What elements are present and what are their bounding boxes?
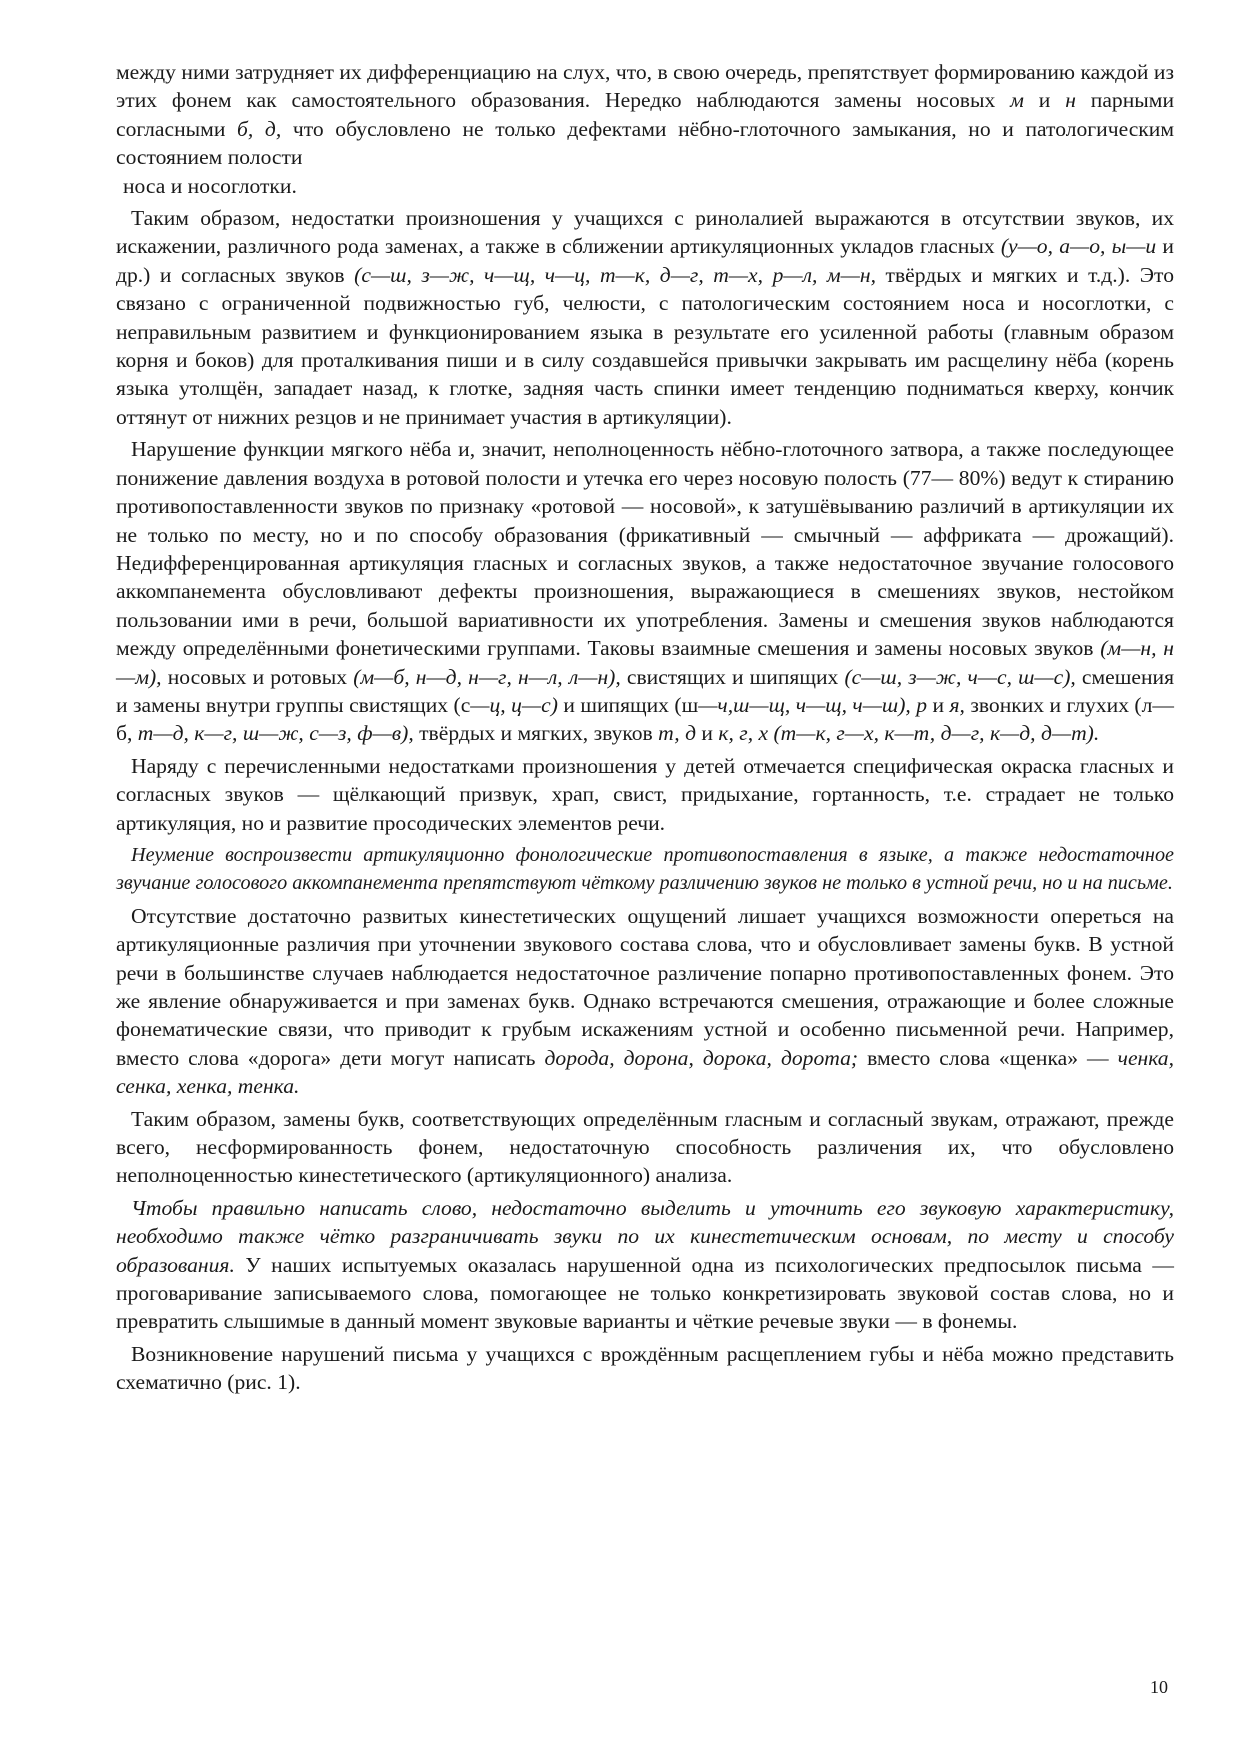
text-run: звонких и глухих (л—б, — [116, 692, 1174, 746]
text-run: к, г, х (т—к, г—х, к—т, д—г, к—д, д—т). — [718, 721, 1100, 746]
paragraph-1 — [116, 58, 1174, 172]
text-run: Таким образом, недостатки произношения у учащихся с ринолалией выражаются в отсутствии звуков, их искажении, различного рода заменах, а также в сближении артикуляционных укладов гласных — [116, 206, 1174, 259]
paragraph-1-continued — [116, 172, 1174, 200]
text-run: между ними затрудняет их дифференциацию на слух, что, в свою очередь, препятствует формированию каждой из этих фонем как самостоятельного образования. Нередко наблюдаются замены носовых — [116, 60, 1174, 113]
text-run: и — [1023, 88, 1066, 113]
text-run: У наших испытуемых оказалась нарушенной одна из психологических предпосылок письма — проговаривание записываемого слова, помогающее не только конкретизировать звуковой состав слова, но и превратить слышимые в данный момент звуковые варианты и чёткие речевые звуки — в фонемы. — [116, 1252, 1174, 1334]
text-run: Нарушение функции мягкого нёба и, значит, неполноценность нёбно-глоточного затвора, а также последующее понижение давления воздуха в ротовой полости и утечка его через носовую полость (77— 80%) ведут к стиранию противопоставленности звуков по признаку «ротовой — носовой», к затушёвыванию различий в артикуляции их не только по месту, но и по способу образования (фрикативный — смычный — аффриката — дрожащий). Недифференцированная артикуляция гласных и согласных звуков, а также недостаточное звучание голосового аккомпанемента обусловливают дефекты произношения, выражающиеся в смешениях звуков, нестойком пользовании ими в речи, большой вариативности их употребления. Замены и смешения звуков наблюдаются между определёнными фонетическими группами. Таковы взаимные смешения и замены носовых звуков — [116, 437, 1174, 661]
page-number: 10 — [1150, 1677, 1168, 1697]
text-run: н — [1065, 88, 1076, 113]
text-run: твёрдых и мягких, звуков — [413, 721, 659, 746]
text-run: смешения и замены внутри группы свистящих (с — [116, 664, 1174, 717]
text-run: (с—ш, з—ж, ч—щ, ч—ц, т—к, д—г, т—х, р—л, м—н, — [354, 262, 876, 287]
text-run: м — [1010, 88, 1024, 113]
paragraph-4 — [116, 752, 1174, 837]
text-run: и шипящих (ш — [557, 692, 699, 717]
text-run: (м—н, н—м), — [116, 636, 1175, 689]
text-run: и др.) и согласных звуков — [116, 234, 1174, 287]
text-run: Наряду с перечисленными недостатками произношения у детей отмечается специфическая окраска гласных и согласных звуков — щёлкающий призвук, храп, свист, придыхание, гортанность, т.е. страдает не только артикуляция, но и развитие просодических элементов речи. — [116, 753, 1174, 835]
text-run: что обусловлено не только дефектами нёбно-глоточного замыкания, но и патологическим состоянием полости — [116, 116, 1174, 170]
text-run: (м—б, н—д, н—г, н—л, л—н), — [353, 664, 621, 689]
text-run: —ч,ш—щ, ч—щ, ч—ш), р — [698, 692, 928, 717]
text-run: (у—о, а—о, ы—и — [1000, 234, 1157, 259]
paragraph-5-italic — [116, 841, 1174, 898]
text-run: твёрдых и мягких и т.д.). Это связано с ограниченной подвижностью губ, челюсти, с патологическим состоянием носа и носоглотки, с неправильным развитием и функционированием языка в результате его усиленной работы (главным образом корня и боков) для проталкивания пиши и в силу создавшейся привычки закрывать им расщелину нёба (корень языка утолщён, западает назад, к глотке, задняя часть спинки имеет тенденцию подниматься кверху, кончик оттянут от нижних резцов и не принимает участия в артикуляции). — [116, 262, 1174, 429]
paragraph-8 — [116, 1194, 1174, 1336]
text-run: Неумение воспроизвести артикуляционно фонологические противопоставления в языке, а также недостаточное звучание голосового аккомпанемента препятствуют чёткому различению звуков не только в устной речи, но и на письме. — [116, 843, 1174, 895]
text-run: б, д, — [237, 116, 282, 141]
text-run: т, д — [658, 721, 697, 746]
text-run: Чтобы правильно написать слово, недостаточно выделить и уточнить его звуковую характеристику, необходимо также чётко разграничивать звуки по их кинестетическим основам, по месту и способу образования. — [116, 1195, 1174, 1277]
paragraph-3 — [116, 435, 1174, 747]
text-run: Отсутствие достаточно развитых кинестетических ощущений лишает учащихся возможности опереться на артикуляционные различия при уточнении звукового состава слова, что и обусловливает замены букв. В устной речи в большинстве случаев наблюдается недостаточное различение попарно противопоставленных фонем. Это же явление обнаруживается и при заменах букв. Однако встречаются смешения, отражающие и более сложные фонематические связи, что приводит к грубым искажениям устной и особенно письменной речи. Например, вместо слова «дорога» дети могут написать — [116, 903, 1174, 1070]
text-run: Возникновение нарушений письма у учащихся с врождённым расщеплением губы и нёба можно представить схематично (рис. 1). — [116, 1341, 1174, 1395]
text-run: (с—ш, з—ж, ч—с, ш—с), — [844, 664, 1076, 689]
text-run: свистящих и шипящих — [620, 664, 845, 689]
paragraph-7 — [116, 1105, 1174, 1190]
text-run: ченка, сенка, хенка, тенка. — [116, 1045, 1174, 1099]
text-run: и — [696, 721, 719, 746]
text-run: дорода, дорона, дорока, дорота; — [544, 1045, 859, 1070]
text-run: —ц, ц—с) — [470, 692, 558, 717]
paragraph-6 — [116, 902, 1174, 1101]
text-run: и — [927, 692, 950, 717]
text-run: т—д, к—г, ш—ж, с—з, ф—в), — [137, 721, 414, 746]
text-run: парными согласными — [116, 88, 1174, 141]
text-run: носа и носоглотки. — [123, 173, 297, 198]
text-run: Таким образом, замены букв, соответствующих определённым гласным и согласный звукам, отражают, прежде всего, несформированность фонем, недостаточную способность различения их, что обусловлено неполноценностью кинестетического (артикуляционного) анализа. — [116, 1106, 1174, 1188]
text-run: вместо слова «щенка» — — [858, 1045, 1118, 1070]
paragraph-2 — [116, 204, 1174, 431]
text-run: носовых и ротовых — [161, 664, 354, 689]
paragraph-9 — [116, 1340, 1174, 1397]
body-text — [116, 58, 1174, 1401]
text-run: я, — [949, 692, 965, 717]
